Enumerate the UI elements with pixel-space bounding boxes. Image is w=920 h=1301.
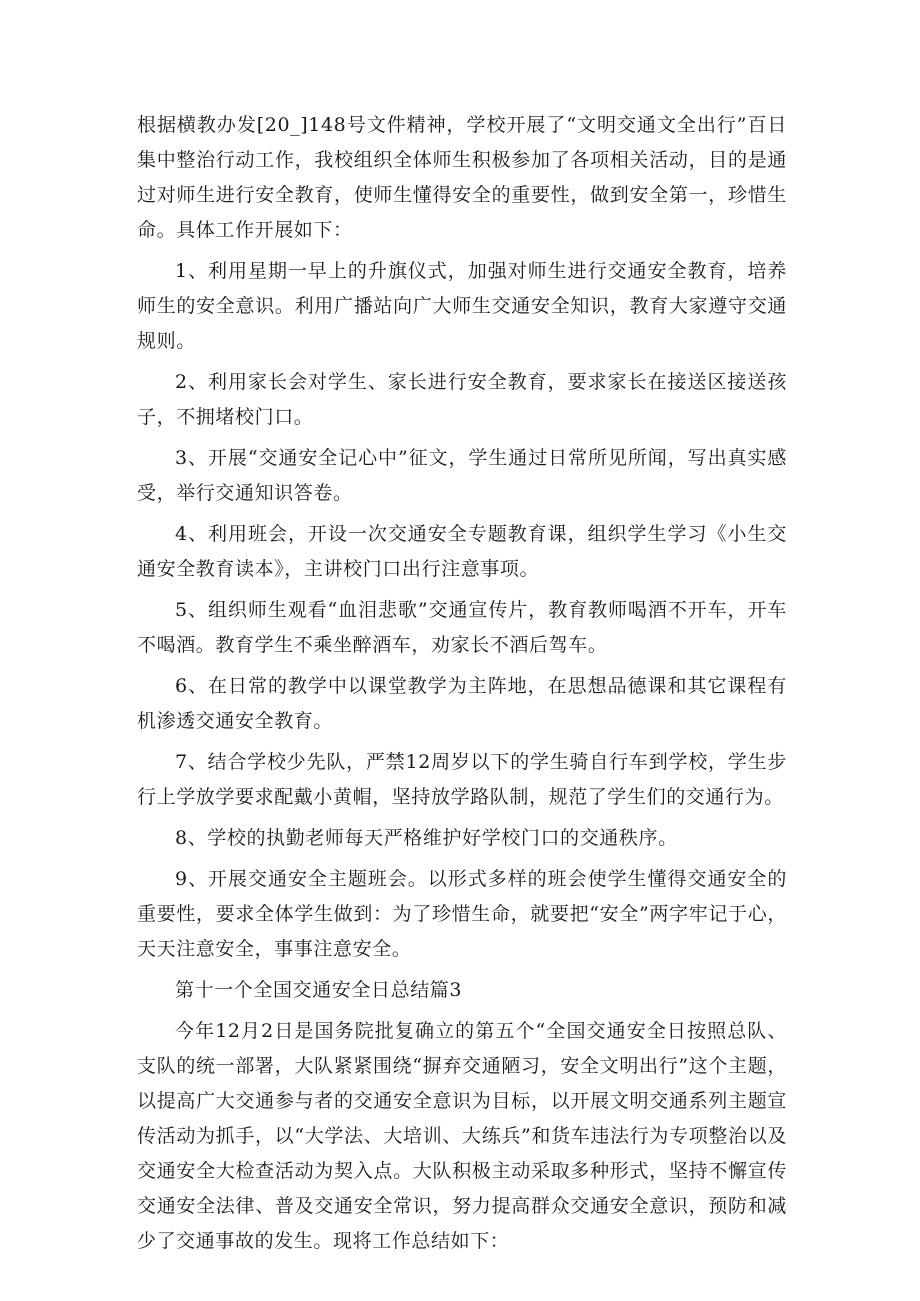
- section-heading: 第十一个全国交通安全日总结篇3: [175, 979, 463, 1001]
- item-paragraph-6: 6、在日常的教学中以课堂教学为主阵地，在思想品德课和其它课程有机渗透交通安全教育。: [137, 675, 787, 732]
- item-paragraph-4: 4、利用班会，开设一次交通安全专题教育课，组织学生学习《小生交通安全教育读本》，主讲校门口出行注意事项。: [137, 523, 787, 580]
- item-paragraph-9: 9、开展交通安全主题班会。以形式多样的班会使学生懂得交通安全的重要性，要求全体学生做到：为了珍惜生命，就要把“安全”两字牢记于心，天天注意安全，事事注意安全。: [137, 868, 787, 960]
- item-paragraph-1: 1、利用星期一早上的升旗仪式，加强对师生进行交通安全教育，培养师生的安全意识。利用广播站向广大师生交通安全知识，教育大家遵守交通规则。: [137, 260, 787, 352]
- item-paragraph-8: 8、学校的执勤老师每天严格维护好学校门口的交通秩序。: [175, 827, 678, 849]
- intro-paragraph: 根据横教办发[20_]148号文件精神，学校开展了“文明交通文全出行”百日集中整治行动工作，我校组织全体师生积极参加了各项相关活动，目的是通过对师生进行安全教育，使师生懂得安全的重要性，做到安全第一，珍惜生命。具体工作开展如下：: [137, 114, 787, 241]
- item-paragraph-3: 3、开展“交通安全记心中”征文，学生通过日常所见所闻，写出真实感受，举行交通知识答卷。: [137, 447, 787, 504]
- summary-paragraph: 今年12月2日是国务院批复确立的第五个“全国交通安全日按照总队、支队的统一部署，大队紧紧围绕“摒弃交通陋习，安全文明出行”这个主题，以提高广大交通参与者的交通安全意识为目标，以开展文明交通系列主题宣传活动为抓手，以“大学法、大培训、大练兵”和货车违法行为专项整治以及交通安全大检查活动为契入点。大队积极主动采取多种形式，坚持不懈宣传交通安全法律、普及交通安全常识，努力提高群众交通安全意识，预防和减少了交通事故的发生。现将工作总结如下：: [137, 1020, 787, 1252]
- item-paragraph-2: 2、利用家长会对学生、家长进行安全教育，要求家长在接送区接送孩子，不拥堵校门口。: [137, 371, 787, 428]
- item-paragraph-5: 5、组织师生观看“血泪悲歌”交通宣传片，教育教师喝酒不开车，开车不喝酒。教育学生不乘坐醉酒车，劝家长不酒后驾车。: [137, 599, 787, 656]
- item-paragraph-7: 7、结合学校少先队，严禁12周岁以下的学生骑自行车到学校，学生步行上学放学要求配戴小黄帽，坚持放学路队制，规范了学生们的交通行为。: [137, 751, 787, 808]
- document-body: [137, 108, 787, 1265]
